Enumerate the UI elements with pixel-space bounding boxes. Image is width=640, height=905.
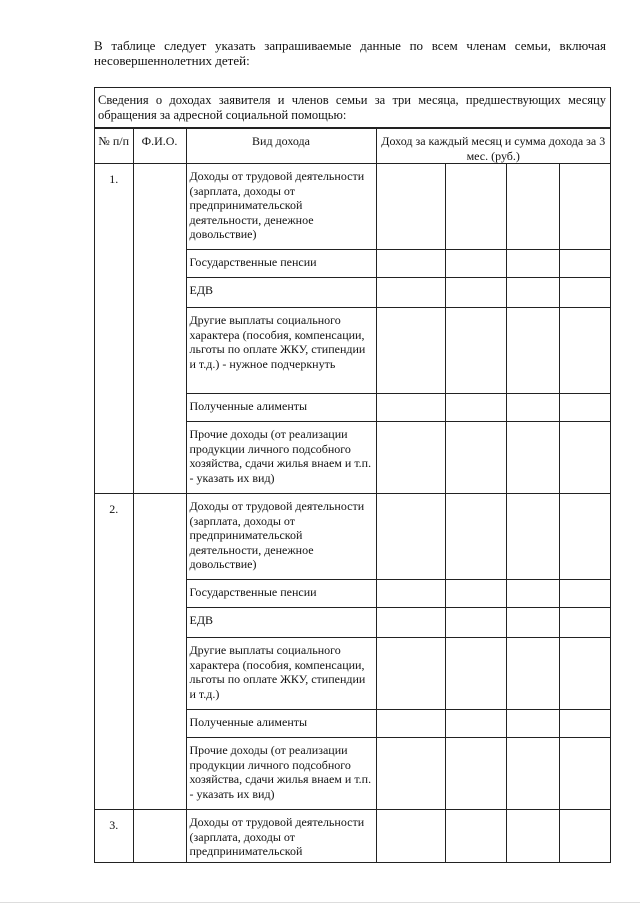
total-income-cell[interactable] xyxy=(559,164,610,250)
total-income-cell[interactable] xyxy=(559,638,610,710)
total-income-cell[interactable] xyxy=(559,308,610,394)
table-row xyxy=(95,810,610,863)
table-caption: Сведения о доходах заявителя и членов семьи за три месяца, предшествующих месяцу обращения за адресной социальной помощью: xyxy=(95,88,610,128)
month-income-cell[interactable] xyxy=(445,710,506,738)
month-income-cell[interactable] xyxy=(376,810,445,863)
month-income-cell[interactable] xyxy=(445,422,506,494)
month-income-cell[interactable] xyxy=(445,308,506,394)
month-income-cell[interactable] xyxy=(376,164,445,250)
member-fio-cell[interactable] xyxy=(133,494,186,810)
month-income-cell[interactable] xyxy=(506,494,559,580)
member-fio-cell[interactable] xyxy=(133,164,186,494)
month-income-cell[interactable] xyxy=(445,494,506,580)
month-income-cell[interactable] xyxy=(506,738,559,810)
month-income-cell[interactable] xyxy=(445,608,506,638)
month-income-cell[interactable] xyxy=(506,394,559,422)
member-number: 2. xyxy=(95,494,133,810)
month-income-cell[interactable] xyxy=(376,638,445,710)
total-income-cell[interactable] xyxy=(559,250,610,278)
intro-paragraph: В таблице следует указать запрашиваемые данные по всем членам семьи, включая несовершеннолетних детей: xyxy=(94,38,606,68)
income-form xyxy=(94,87,611,863)
income-type-cell: Доходы от трудовой деятельности (зарплата, доходы от предпринимательской деятельности, денежное довольствие) xyxy=(186,494,376,580)
month-income-cell[interactable] xyxy=(506,608,559,638)
month-income-cell[interactable] xyxy=(445,810,506,863)
total-income-cell[interactable] xyxy=(559,580,610,608)
income-type-cell: ЕДВ xyxy=(186,278,376,308)
income-type-cell: Государственные пенсии xyxy=(186,250,376,278)
month-income-cell[interactable] xyxy=(445,638,506,710)
page-bottom-edge xyxy=(0,902,640,903)
month-income-cell[interactable] xyxy=(445,164,506,250)
month-income-cell[interactable] xyxy=(445,250,506,278)
total-income-cell[interactable] xyxy=(559,810,610,863)
table-row xyxy=(95,164,610,250)
income-type-cell: Другие выплаты социального характера (пособия, компенсации, льготы по оплате ЖКУ, стипендии и т.д.) xyxy=(186,638,376,710)
total-income-cell[interactable] xyxy=(559,422,610,494)
month-income-cell[interactable] xyxy=(506,308,559,394)
month-income-cell[interactable] xyxy=(376,580,445,608)
table-row xyxy=(95,494,610,580)
month-income-cell[interactable] xyxy=(376,278,445,308)
month-income-cell[interactable] xyxy=(506,422,559,494)
total-income-cell[interactable] xyxy=(559,394,610,422)
income-type-cell: Полученные алименты xyxy=(186,394,376,422)
month-income-cell[interactable] xyxy=(445,580,506,608)
month-income-cell[interactable] xyxy=(376,250,445,278)
table-body xyxy=(95,164,610,863)
header-row xyxy=(95,129,610,164)
header-income-type: Вид дохода xyxy=(186,129,376,164)
header-income-amount: Доход за каждый месяц и сумма дохода за 3 мес. (руб.) xyxy=(376,129,610,164)
total-income-cell[interactable] xyxy=(559,710,610,738)
month-income-cell[interactable] xyxy=(376,710,445,738)
member-number: 1. xyxy=(95,164,133,494)
total-income-cell[interactable] xyxy=(559,608,610,638)
total-income-cell[interactable] xyxy=(559,738,610,810)
income-type-cell: Доходы от трудовой деятельности (зарплата, доходы от предпринимательской деятельности, денежное довольствие) xyxy=(186,164,376,250)
income-type-cell: Прочие доходы (от реализации продукции личного подсобного хозяйства, сдачи жилья внаем и т.п. - указать их вид) xyxy=(186,738,376,810)
month-income-cell[interactable] xyxy=(376,738,445,810)
month-income-cell[interactable] xyxy=(376,422,445,494)
month-income-cell[interactable] xyxy=(506,250,559,278)
income-table xyxy=(95,128,610,863)
month-income-cell[interactable] xyxy=(445,394,506,422)
month-income-cell[interactable] xyxy=(445,738,506,810)
income-type-cell: Полученные алименты xyxy=(186,710,376,738)
month-income-cell[interactable] xyxy=(506,580,559,608)
month-income-cell[interactable] xyxy=(506,638,559,710)
month-income-cell[interactable] xyxy=(376,394,445,422)
income-type-cell: Государственные пенсии xyxy=(186,580,376,608)
income-type-cell: Другие выплаты социального характера (пособия, компенсации, льготы по оплате ЖКУ, стипендии и т.д.) - нужное подчеркнуть xyxy=(186,308,376,394)
income-type-cell: Доходы от трудовой деятельности (зарплата, доходы от предпринимательской xyxy=(186,810,376,863)
income-type-cell: ЕДВ xyxy=(186,608,376,638)
total-income-cell[interactable] xyxy=(559,278,610,308)
month-income-cell[interactable] xyxy=(506,164,559,250)
header-fio: Ф.И.О. xyxy=(133,129,186,164)
member-number: 3. xyxy=(95,810,133,863)
total-income-cell[interactable] xyxy=(559,494,610,580)
member-fio-cell[interactable] xyxy=(133,810,186,863)
month-income-cell[interactable] xyxy=(445,278,506,308)
month-income-cell[interactable] xyxy=(376,494,445,580)
month-income-cell[interactable] xyxy=(506,710,559,738)
month-income-cell[interactable] xyxy=(376,308,445,394)
header-number: № п/п xyxy=(95,129,133,164)
income-type-cell: Прочие доходы (от реализации продукции личного подсобного хозяйства, сдачи жилья внаем и т.п. - указать их вид) xyxy=(186,422,376,494)
month-income-cell[interactable] xyxy=(376,608,445,638)
month-income-cell[interactable] xyxy=(506,278,559,308)
month-income-cell[interactable] xyxy=(506,810,559,863)
